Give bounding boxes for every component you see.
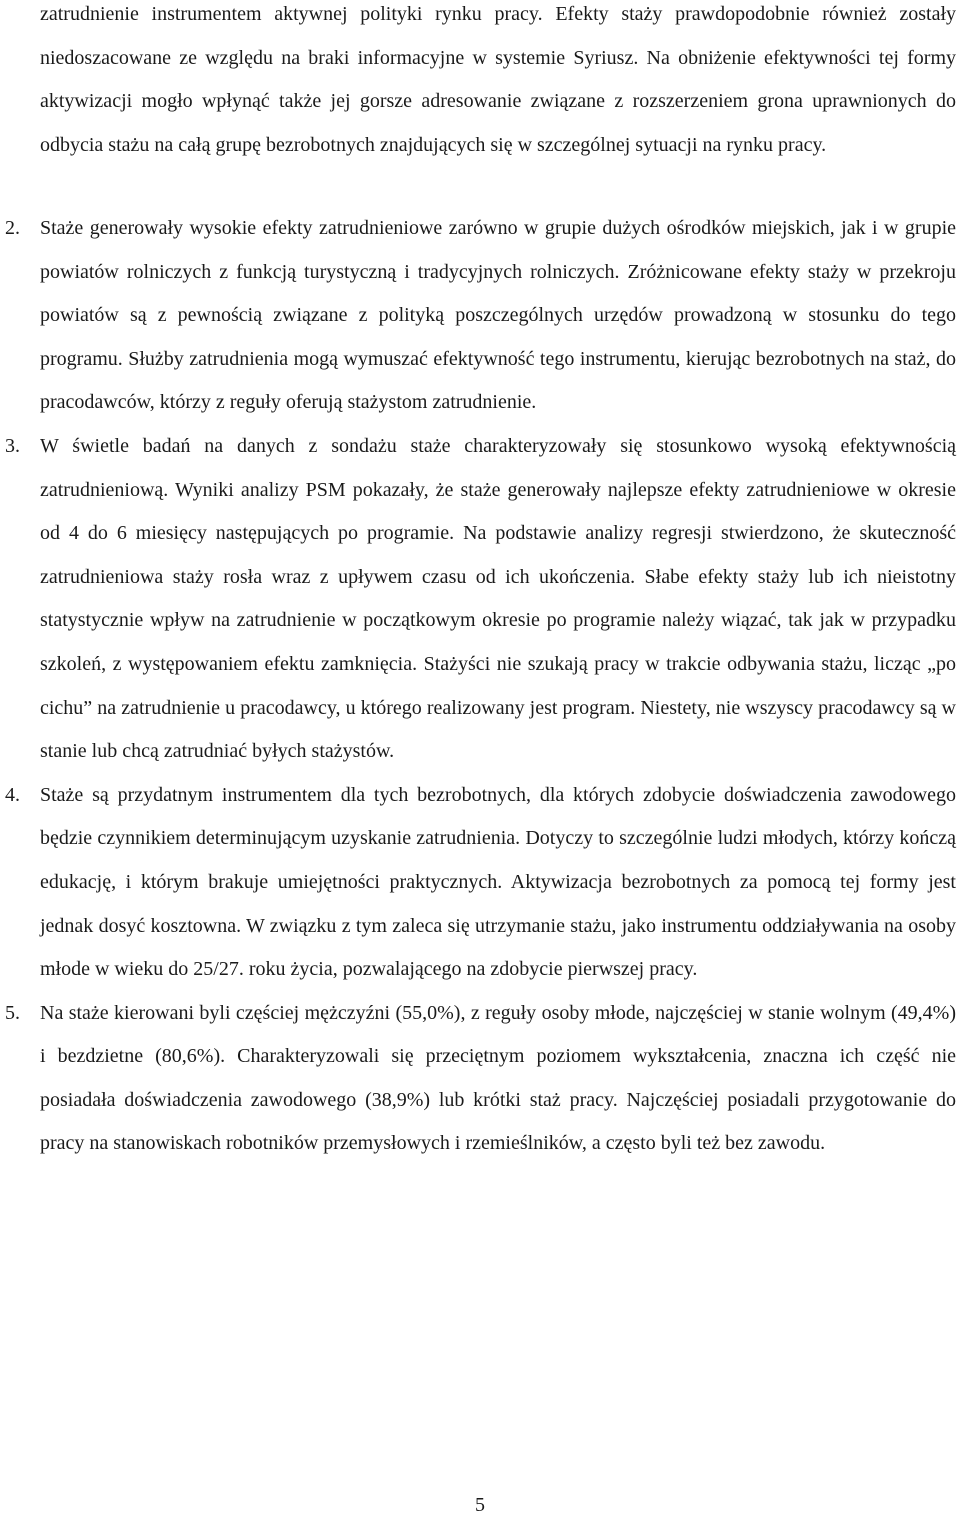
list-item-text: Staże są przydatnym instrumentem dla tych bezrobotnych, dla których zdobycie doświadczenia zawodowego będzie czynnikiem determinującym uzyskanie zatrudnienia. Dotyczy to szczególnie ludzi młodych, którzy kończą edukację, i którym brakuje umiejętności praktycznych. Aktywizacja bezrobotnych za pomocą tej formy jest jednak dosyć kosztowna. W związku z tym zaleca się utrzymanie stażu, jako instrumentu oddziaływania na osoby młode w wieku do 25/27. roku życia, pozwalającego na zdobycie pierwszej pracy. [40,783,956,981]
list-item-number: 2. [5,217,20,239]
list-item [0,992,956,1166]
list-item [0,774,956,992]
list-item-number: 3. [5,434,20,457]
list-item-number: 4. [5,783,20,806]
list-item-text: Staże generowały wysokie efekty zatrudnieniowe zarówno w grupie dużych ośrodków miejskich, jak i w grupie powiatów rolniczych z funkcją turystyczną i tradycyjnych rolniczych. Zróżnicowane efekty staży w przekroju powiatów są z pewnością związane z polityką poszczególnych urzędów prowadzoną w stosunku do tego programu. Służby zatrudnienia mogą wymuszać efektywność tego instrumentu, kierując bezrobotnych na staż, do pracodawców, którzy z reguły oferują stażystom zatrudnienie. [40,217,956,414]
list-item [0,207,956,425]
page-number: 5 [475,1494,485,1516]
list-item-text: Na staże kierowani byli częściej mężczyźni (55,0%), z reguły osoby młode, najczęściej w stanie wolnym (49,4%) i bezdzietne (80,6%). Charakteryzowali się przeciętnym poziomem wykształcenia, znaczna ich część nie posiadała doświadczenia zawodowego (38,9%) lub krótki staż pracy. Najczęściej posiadali przygotowanie do pracy na stanowiskach robotników przemysłowych i rzemieślników, a często byli też bez zawodu. [40,1001,956,1155]
list-item-text: W świetle badań na danych z sondażu staże charakteryzowały się stosunkowo wysoką efektywnością zatrudnieniową. Wyniki analizy PSM pokazały, że staże generowały najlepsze efekty zatrudnieniowe w okresie od 4 do 6 miesięcy następujących po programie. Na podstawie analizy regresji stwierdzono, że skuteczność zatrudnieniowa staży rosła wraz z upływem czasu od ich ukończenia. Słabe efekty staży lub ich nieistotny statystycznie wpływ na zatrudnienie w początkowym okresie po programie należy wiązać, tak jak w przypadku szkoleń, z występowaniem efektu zamknięcia. Stażyści nie szukają pracy w trakcie odbywania stażu, licząc „po cichu” na zatrudnienie u pracodawcy, u którego realizowany jest program. Niestety, nie wszyscy pracodawcy są w stanie lub chcą zatrudniać byłych stażystów. [40,434,956,763]
conclusions-list [0,207,956,1166]
list-item [0,425,956,774]
lead-paragraph: zatrudnienie instrumentem aktywnej polityki rynku pracy. Efekty staży prawdopodobnie również zostały niedoszacowane ze względu na braki informacyjne w systemie Syriusz. Na obniżenie efektywności tej formy aktywizacji mogło wpłynąć także jej gorsze adresowanie związane z rozszerzeniem grona uprawnionych do odbycia stażu na całą grupę bezrobotnych znajdujących się w szczególnej sytuacji na rynku pracy. [40,3,956,156]
list-item-number: 5. [5,1001,20,1024]
